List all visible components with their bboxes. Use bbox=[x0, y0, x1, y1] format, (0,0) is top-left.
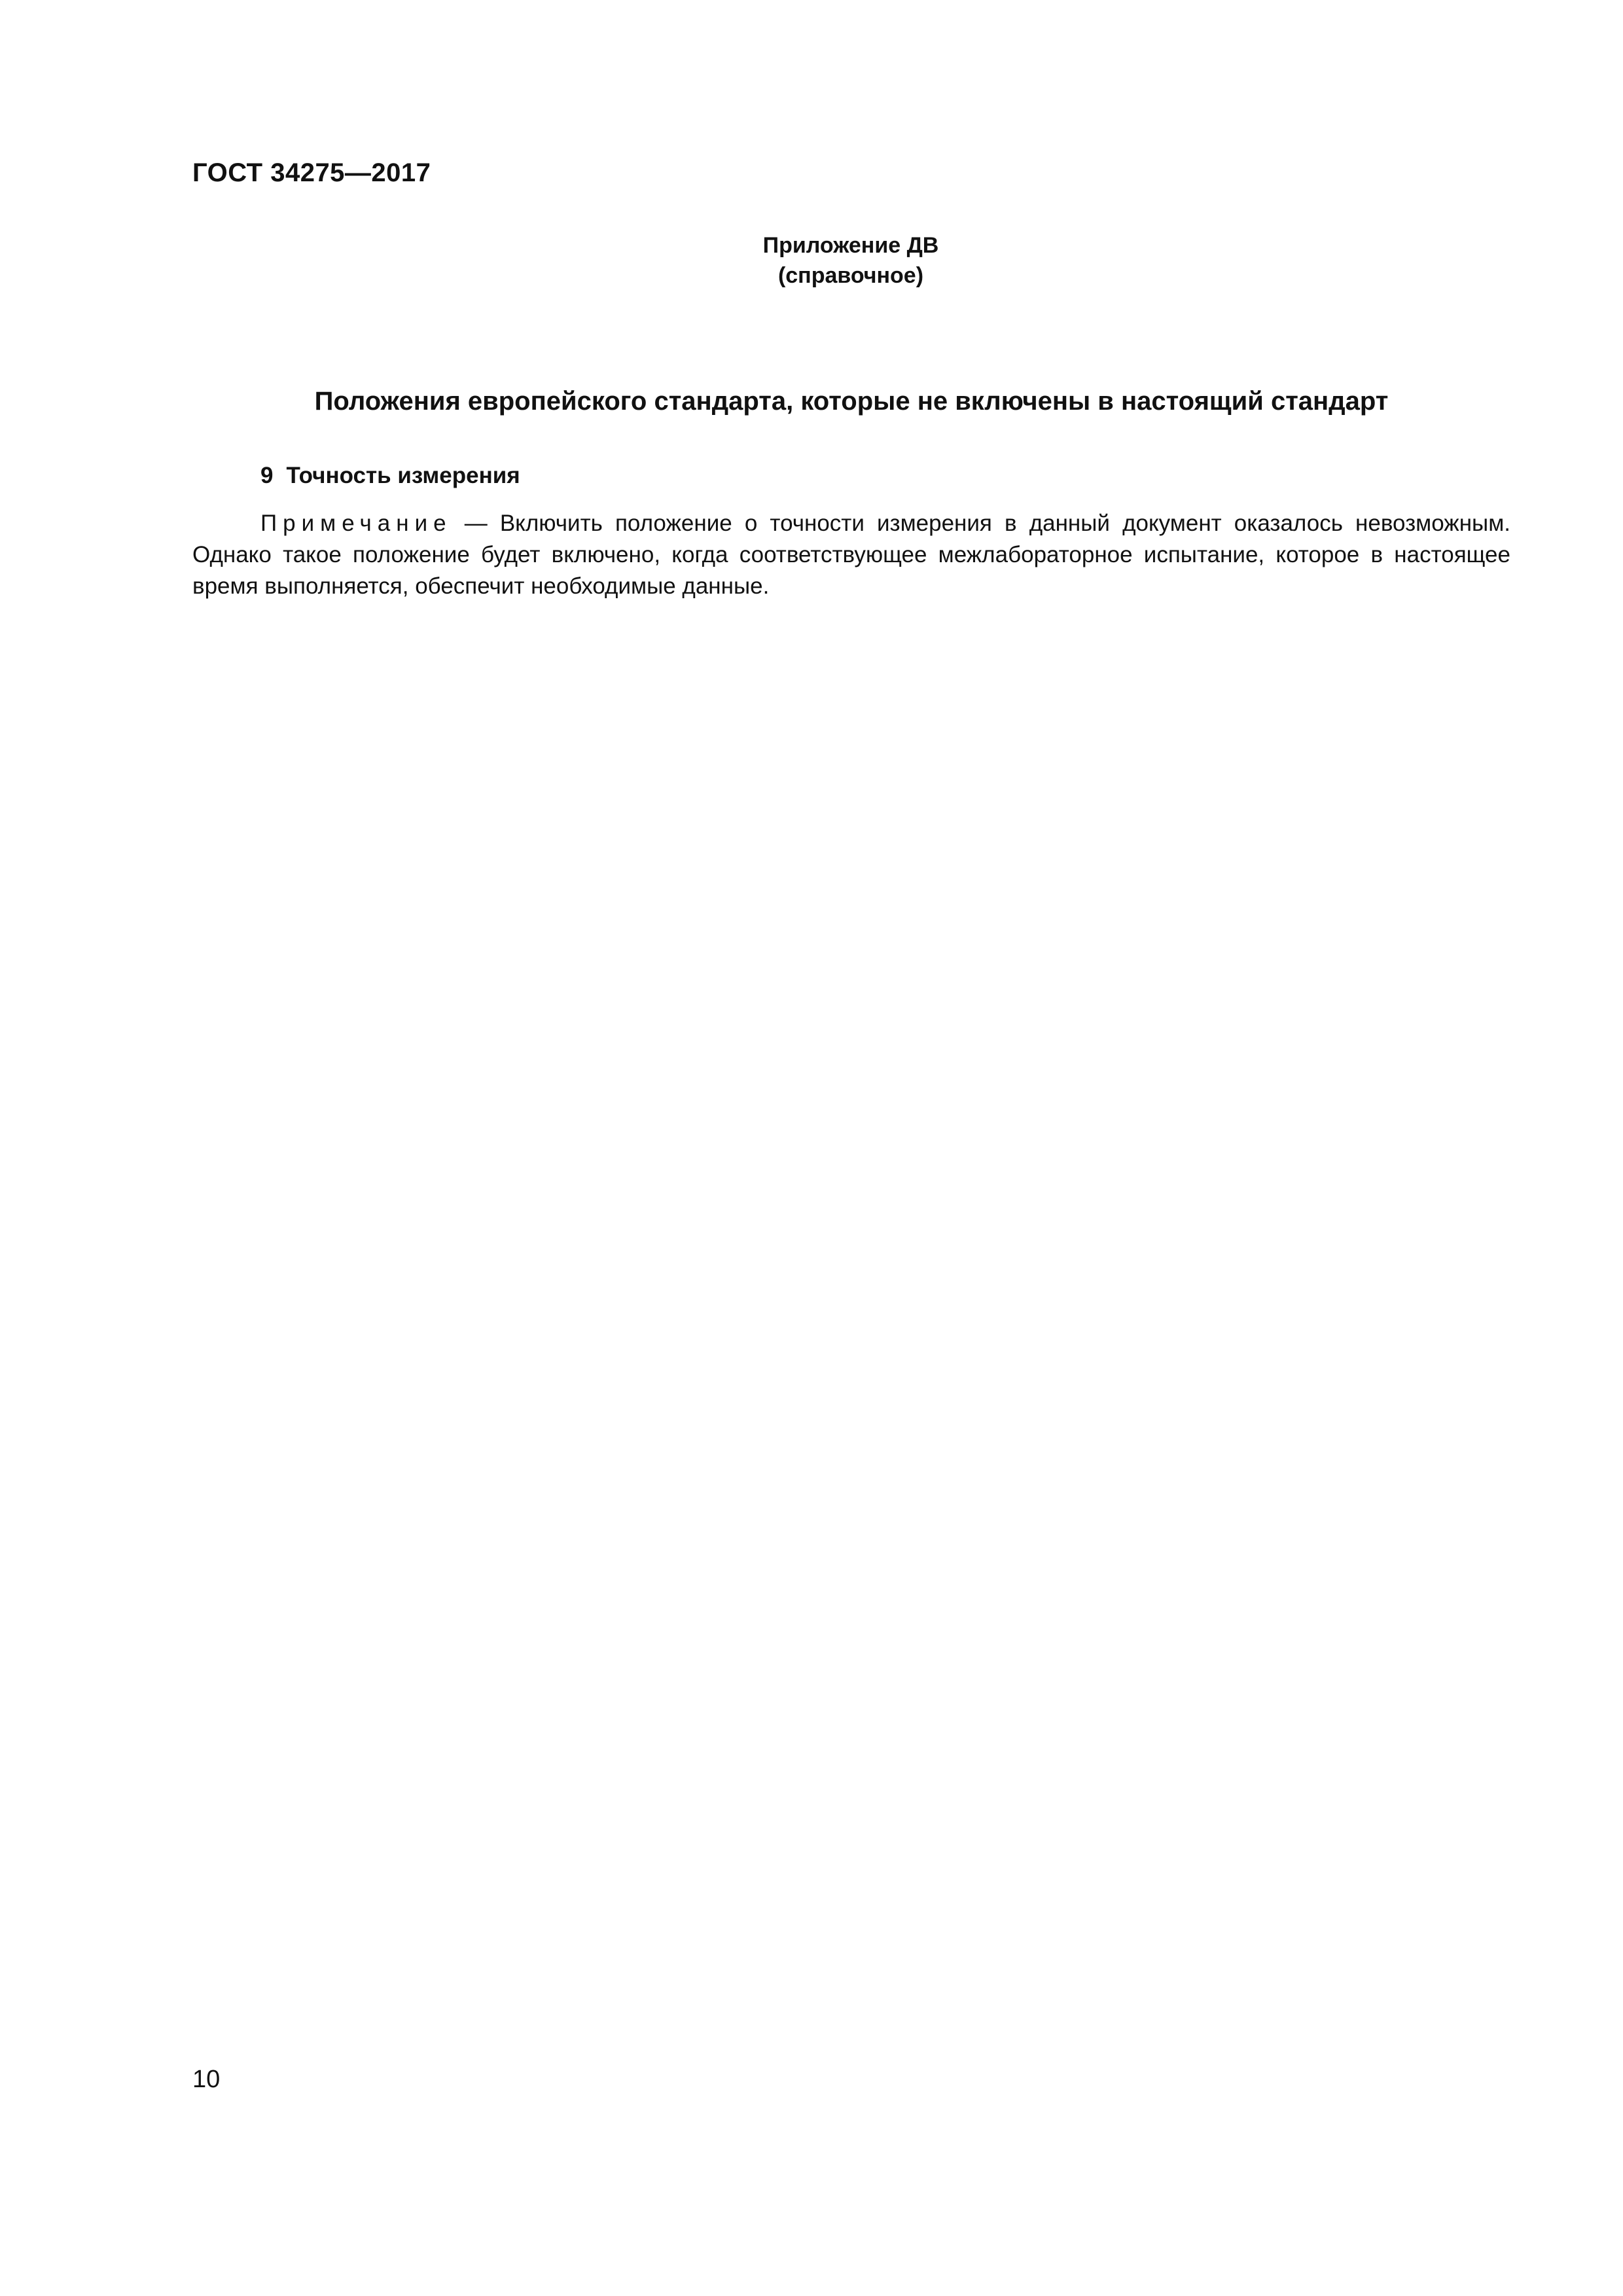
appendix-title: Приложение ДВ bbox=[762, 233, 939, 258]
appendix-heading bbox=[0, 230, 1623, 291]
section-number: 9 bbox=[260, 463, 274, 488]
section-title: Точность измерения bbox=[286, 463, 520, 488]
page-number: 10 bbox=[192, 2066, 221, 2093]
document-code: ГОСТ 34275—2017 bbox=[192, 158, 431, 187]
note-paragraph bbox=[192, 508, 1510, 602]
page-title: Положения европейского стандарта, которые не включены в настоящий стандарт bbox=[314, 387, 1389, 416]
note-label: Примечание bbox=[260, 511, 452, 536]
note-text: — Включить положение о точности измерения в данный документ оказалось невозможным. Однако такое положение будет включено, когда соответствующее межлабораторное испытание, которое в настоящее время выполняется, обеспечит необходимые данные. bbox=[192, 511, 1510, 599]
appendix-kind: (справочное) bbox=[777, 263, 924, 288]
section-heading bbox=[260, 461, 520, 490]
